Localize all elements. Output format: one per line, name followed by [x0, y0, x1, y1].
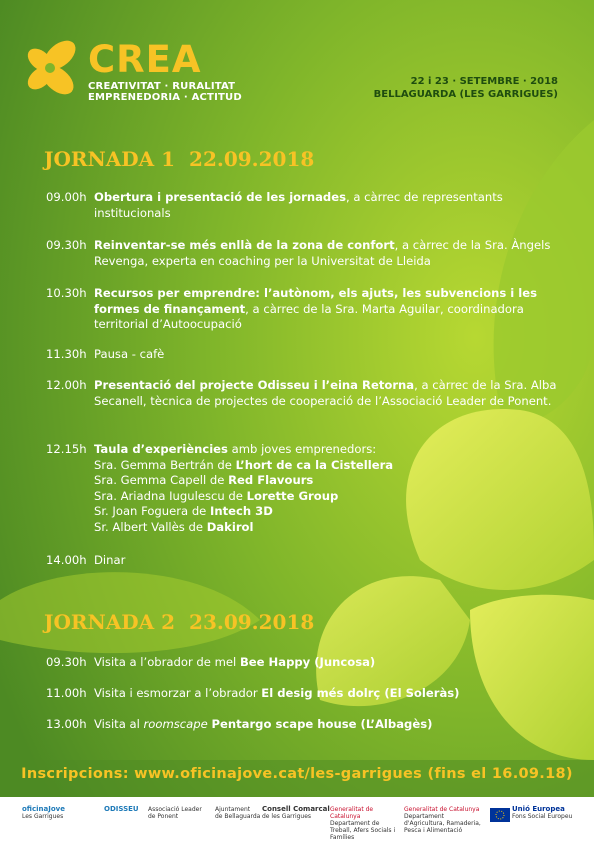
schedule-item [46, 347, 566, 363]
sponsor-name: Generalitat de Catalunya [330, 806, 374, 820]
item-time: 12.00h [46, 378, 87, 392]
item-title: Reinventar-se més enllà de la zona de confort [94, 238, 395, 252]
item-title: Pentargo scape house (L’Albagès) [211, 717, 433, 731]
jornada1-title: JORNADA 1 [44, 147, 176, 171]
panel-member-company: Intech 3D [210, 504, 273, 518]
item-italic: roomscape [143, 717, 208, 731]
schedule-item [46, 553, 566, 569]
logo-title: CREA [88, 38, 202, 81]
sponsor-logo [22, 806, 65, 820]
panel-member [94, 473, 566, 489]
schedule-item [46, 190, 566, 221]
item-time: 12.15h [46, 442, 87, 456]
schedule-item [46, 286, 566, 333]
item-title: Taula d’experiències [94, 442, 228, 456]
event-place: BELLAGUARDA (LES GARRIGUES) [373, 89, 558, 100]
jornada1-heading [44, 147, 328, 171]
event-dates: 22 i 23 · SETEMBRE · 2018 [410, 76, 558, 87]
sponsor-subname: Les Garrigues [22, 813, 64, 820]
sponsor-logo [148, 806, 202, 820]
item-time: 13.00h [46, 717, 87, 731]
schedule-item [46, 655, 566, 671]
sponsor-subname: Departament d'Agricultura, Ramaderia, Pesca i Alimentació [404, 813, 481, 834]
item-time: 11.30h [46, 347, 87, 361]
item-title: Bee Happy (Juncosa) [239, 655, 376, 669]
jornada2-date: 23.09.2018 [189, 610, 315, 634]
schedule-item [46, 442, 566, 535]
logo-tagline-2: EMPRENEDORIA · ACTITUD [88, 92, 242, 103]
item-time: 09.30h [46, 655, 87, 669]
item-text: Visita a l’obrador de mel [94, 655, 240, 669]
item-time: 09.30h [46, 238, 87, 252]
panel-member-company: Red Flavours [228, 473, 314, 487]
panel-member-company: Dakirol [206, 519, 254, 534]
schedule-item [46, 378, 566, 409]
jornada2-title: JORNADA 2 [44, 610, 176, 634]
item-time: 14.00h [46, 553, 87, 567]
panel-member-name: Sra. Gemma Bertrán de [94, 457, 236, 472]
sponsor-subname: de les Garrigues [262, 813, 312, 820]
panel-member [94, 489, 566, 505]
item-title: Obertura i presentació de les jornades [94, 190, 346, 204]
item-time: 11.00h [46, 686, 87, 700]
sponsor-name: Generalitat de Catalunya [404, 806, 480, 813]
item-text: Pausa - cafè [94, 347, 165, 361]
sponsor-name: ODISSEU [104, 805, 139, 813]
jornada2-heading [44, 610, 328, 634]
panel-member-name: Sr. Joan Foguera de [94, 504, 211, 518]
item-title: El desig més dolrç (El Soleràs) [261, 686, 460, 700]
schedule-item [46, 238, 566, 269]
sponsor-subname: Fons Social Europeu [512, 813, 573, 820]
item-title: Recursos per emprendre: l’autònom, els ajuts, les subvencions i les formes de finançament [94, 286, 538, 316]
item-text: amb joves emprenedors: [227, 442, 377, 456]
item-text: , a càrrec de la Sra. Àngels Revenga, experta en coaching per la Universitat de Lleida [94, 238, 551, 268]
panel-member-company: Lorette Group [246, 488, 339, 503]
eu-flag-icon [490, 808, 510, 822]
logo-tagline-1: CREATIVITAT · RURALITAT [88, 81, 236, 92]
jornada1-date: 22.09.2018 [189, 147, 315, 171]
sponsor-name: Consell Comarcal [262, 805, 330, 813]
registration-link[interactable]: Inscripcions: www.oficinajove.cat/les-garrigues (fins el 16.09.18) [21, 766, 573, 782]
schedule-item [46, 717, 566, 733]
sponsor-logo [404, 806, 484, 834]
panel-member [94, 504, 566, 520]
sponsor-logo [215, 806, 260, 820]
sponsor-logo [104, 806, 139, 813]
item-text: , a càrrec de la Sra. Alba Secanell, tècnica de projectes de cooperació de l’Associació Leader de Ponent. [94, 378, 557, 408]
panel-member-name: Sr. Albert Vallès de [94, 519, 207, 534]
item-title: Presentació del projecte Odisseu i l’eina Retorna [94, 378, 415, 392]
item-time: 10.30h [46, 286, 87, 300]
panel-member [94, 458, 566, 474]
panel-member-name: Sra. Ariadna Iugulescu de [94, 488, 247, 503]
sponsor-name: Unió Europea [512, 805, 565, 813]
sponsor-name: Ajuntament [215, 806, 251, 813]
sponsor-logo [512, 806, 582, 820]
item-text: Dinar [94, 553, 126, 567]
sponsor-logo [330, 806, 396, 841]
item-text: , a càrrec de representants institucionals [94, 190, 503, 220]
panel-member-company: L’hort de ca la Cistellera [235, 457, 394, 472]
item-text: Visita i esmorzar a l’obrador [94, 686, 262, 700]
sponsor-subname: de Ponent [148, 813, 179, 820]
panel-list [94, 458, 566, 536]
sponsor-subname: Departament de Treball, Afers Socials i Famílies [330, 820, 396, 841]
sponsor-name: oficinaJove [22, 805, 65, 813]
sponsor-logo [262, 806, 330, 820]
panel-member-name: Sra. Gemma Capell de [94, 473, 229, 487]
panel-member [94, 520, 566, 536]
sponsor-name: Associació Leader [148, 806, 202, 813]
schedule-item [46, 686, 566, 702]
item-text: , a càrrec de la Sra. Marta Aguilar, coordinadora territorial d’Autoocupació [94, 301, 524, 331]
item-text: Visita al [94, 717, 144, 731]
item-time: 09.00h [46, 190, 87, 204]
sponsor-subname: de Bellaguarda [215, 813, 261, 820]
